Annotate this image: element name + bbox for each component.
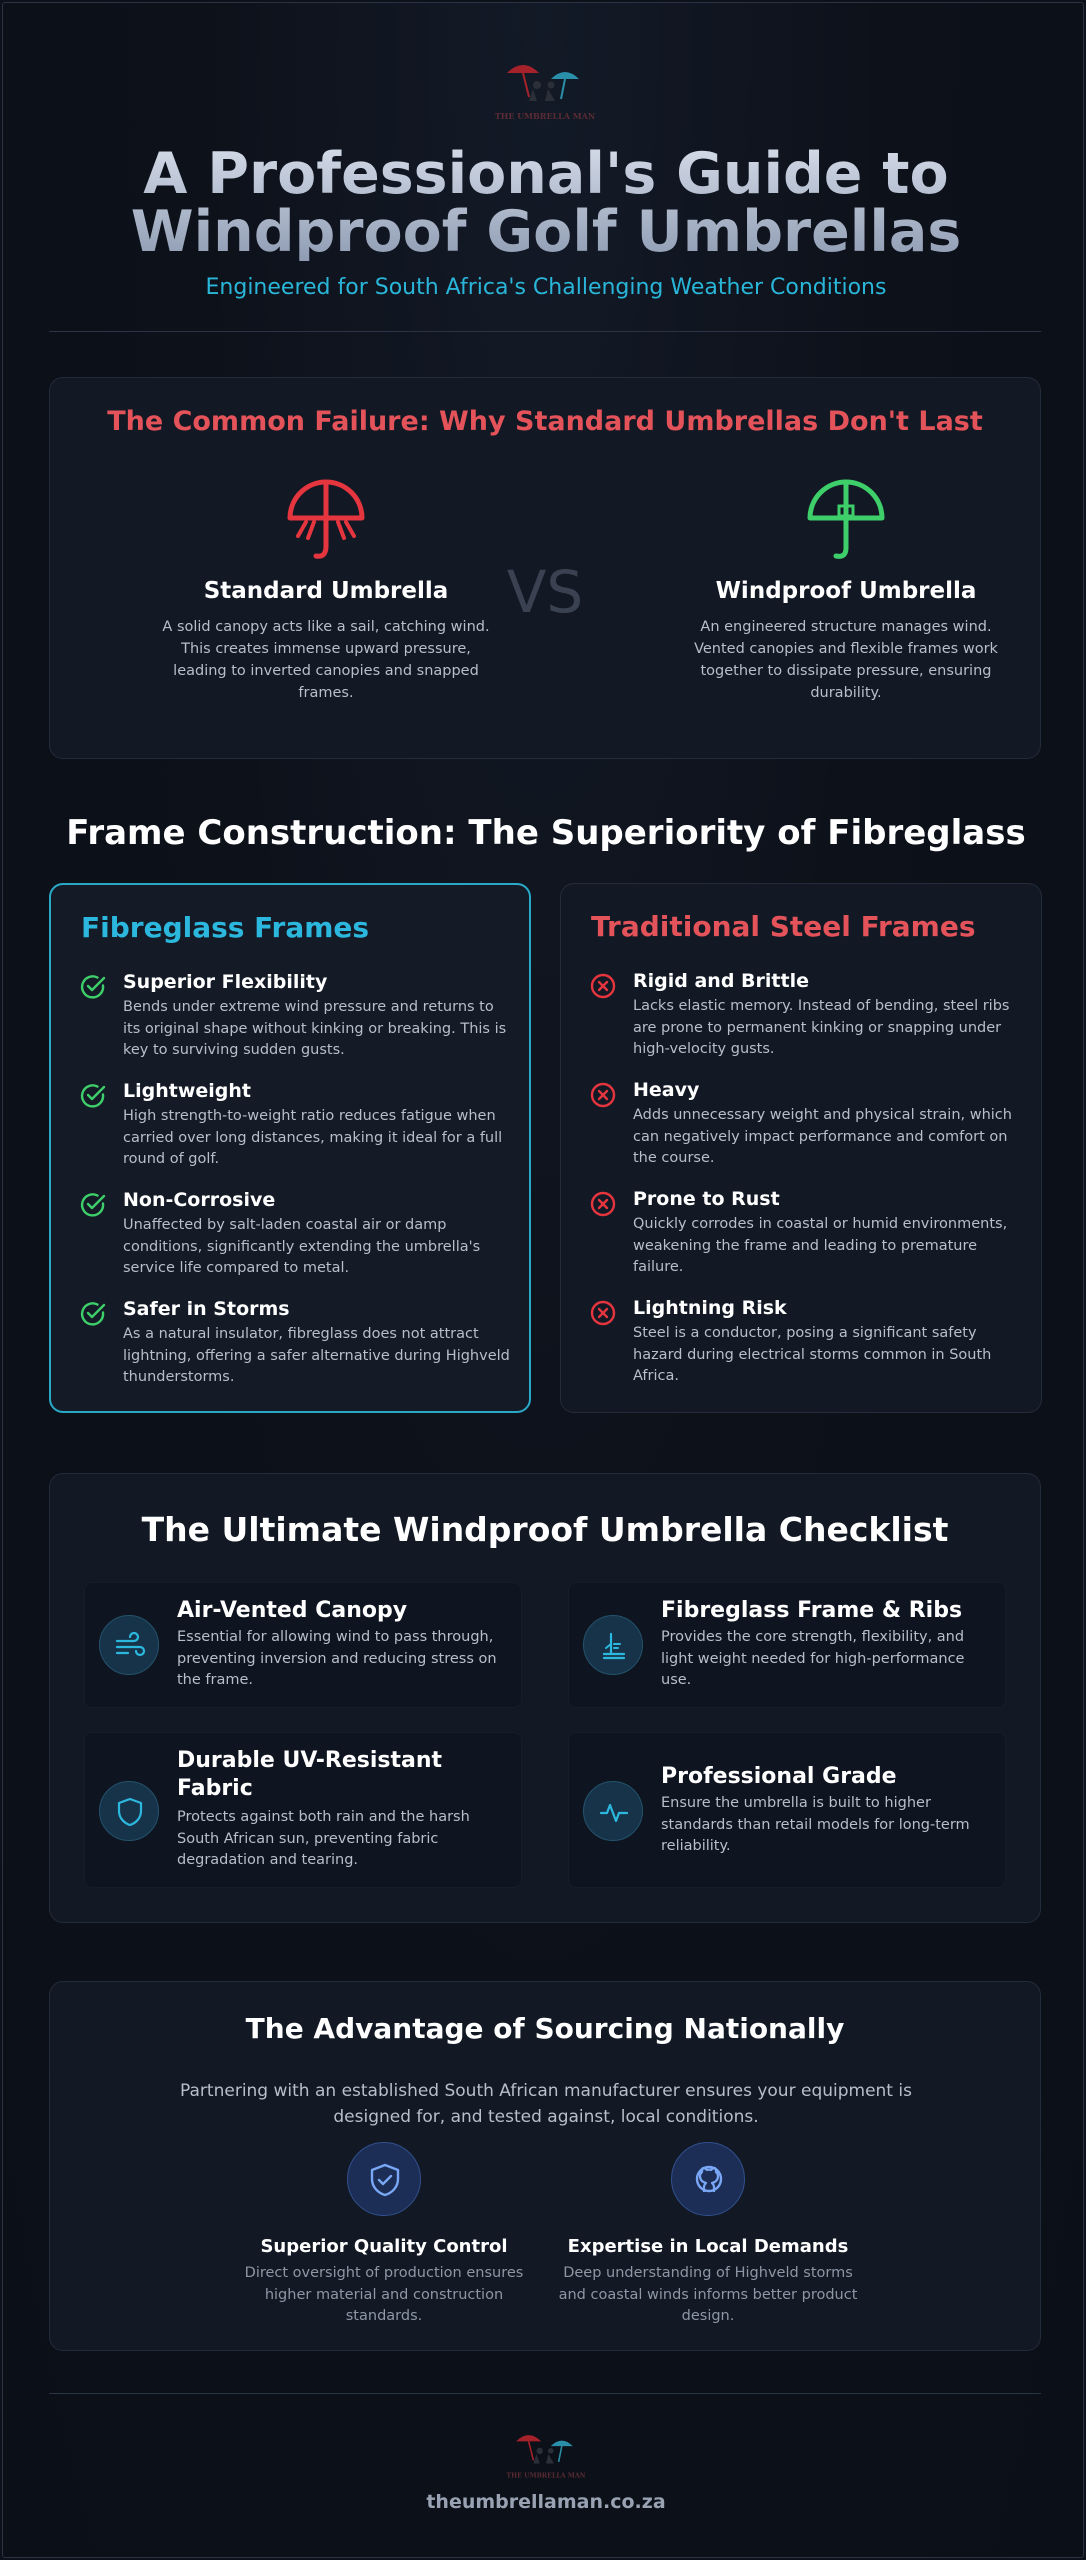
github-icon xyxy=(690,2161,728,2199)
page-subtitle: Engineered for South Africa's Challenging Weather Conditions xyxy=(205,275,887,300)
shield-icon xyxy=(114,1796,146,1828)
steel-item xyxy=(589,1188,1029,1279)
sourcing-heading: The Advantage of Sourcing Nationally xyxy=(245,2012,845,2045)
item-text: Adds unnecessary weight and physical strain, which can negatively impact performance and comfort on the course. xyxy=(633,1107,1012,1166)
fibreglass-item xyxy=(79,1189,519,1280)
steel-item xyxy=(589,1079,1029,1170)
check-circle-icon xyxy=(79,1082,107,1110)
sourcing-card xyxy=(49,1981,1041,2351)
page-title xyxy=(3,141,1086,265)
item-title: Lightning Risk xyxy=(633,1297,787,1319)
fibreglass-frames-card xyxy=(49,883,531,1413)
item-title: Heavy xyxy=(633,1079,700,1101)
x-circle-icon xyxy=(589,1190,617,1218)
fibreglass-item xyxy=(79,1080,519,1171)
standard-umbrella-text: A solid canopy acts like a sail, catching wind. This creates immense upward pressure, leading to inverted canopies and snapped frames. xyxy=(162,619,490,701)
page xyxy=(2,2,1084,2558)
vs-label: VS xyxy=(506,558,584,626)
frame-ribs-icon xyxy=(598,1630,630,1662)
steel-item xyxy=(589,1297,1029,1388)
item-title: Prone to Rust xyxy=(633,1188,780,1210)
sourcing-item-text: Direct oversight of production ensures higher material and construction standards. xyxy=(244,2265,524,2324)
item-title: Lightweight xyxy=(123,1080,251,1102)
item-title: Superior Flexibility xyxy=(123,971,328,993)
checklist-item-title: Durable UV-Resistant Fabric xyxy=(177,1748,443,1801)
sourcing-item-title: Expertise in Local Demands xyxy=(567,2236,849,2257)
item-title: Non-Corrosive xyxy=(123,1189,276,1211)
umbrella-man-logo-footer[interactable] xyxy=(505,2427,587,2481)
logo-text: THE UMBRELLA MAN xyxy=(506,2472,586,2480)
sourcing-intro: Partnering with an established South African manufacturer ensures your equipment is designed for, and tested against, local conditions. xyxy=(180,2081,912,2127)
sourcing-item-text: Deep understanding of Highveld storms and coastal winds informs better product design. xyxy=(558,2265,858,2324)
sourcing-item-title: Superior Quality Control xyxy=(260,2236,508,2257)
item-text: Lacks elastic memory. Instead of bending, steel ribs are prone to permanent kinking or snapping under high-velocity gusts. xyxy=(633,998,1010,1057)
title-line-1: A Professional's Guide to xyxy=(143,141,949,207)
checklist-card xyxy=(49,1473,1041,1923)
item-title: Safer in Storms xyxy=(123,1298,290,1320)
fibreglass-item xyxy=(79,1298,519,1389)
checklist-item-title: Fibreglass Frame & Ribs xyxy=(661,1598,963,1623)
item-text: Bends under extreme wind pressure and returns to its original shape without kinking or breaking. This is key to surviving sudden gusts. xyxy=(123,999,507,1058)
checklist-item-text: Protects against both rain and the harsh South African sun, preventing fabric degradation and tearing. xyxy=(177,1809,470,1868)
failure-comparison-card xyxy=(49,377,1041,759)
umbrella-man-logo[interactable] xyxy=(493,55,597,123)
steel-frames-card xyxy=(560,883,1042,1413)
vented-umbrella-icon xyxy=(806,478,886,562)
windproof-umbrella-title: Windproof Umbrella xyxy=(715,578,977,604)
standard-umbrella-title: Standard Umbrella xyxy=(203,578,449,604)
x-circle-icon xyxy=(589,972,617,1000)
windproof-umbrella-text: An engineered structure manages wind. Vented canopies and flexible frames work together to dissipate pressure, ensuring durability. xyxy=(694,619,998,701)
checklist-item-fibreglass xyxy=(568,1582,1006,1708)
activity-icon xyxy=(598,1796,630,1828)
item-text: As a natural insulator, fibreglass does not attract lightning, offering a safer alternative during Highveld thunderstorms. xyxy=(123,1326,510,1385)
item-text: Quickly corrodes in coastal or humid environments, weakening the frame and leading to premature failure. xyxy=(633,1216,1008,1275)
check-circle-icon xyxy=(79,1300,107,1328)
divider xyxy=(49,2393,1041,2394)
broken-umbrella-icon xyxy=(286,478,366,562)
checklist-item-professional xyxy=(568,1732,1006,1888)
item-text: Steel is a conductor, posing a significant safety hazard during electrical storms common in South Africa. xyxy=(633,1325,992,1384)
steel-title: Traditional Steel Frames xyxy=(591,910,976,943)
wind-icon xyxy=(114,1630,146,1662)
checklist-item-text: Ensure the umbrella is built to higher standards than retail models for long-term reliability. xyxy=(661,1795,970,1854)
checklist-item-title: Professional Grade xyxy=(661,1764,897,1789)
checklist-heading: The Ultimate Windproof Umbrella Checklist xyxy=(141,1510,949,1549)
windproof-umbrella-column xyxy=(666,478,1026,704)
shield-check-icon xyxy=(366,2161,404,2199)
item-text: Unaffected by salt-laden coastal air or damp conditions, significantly extending the umbrella's service life compared to metal. xyxy=(123,1217,481,1276)
failure-title: The Common Failure: Why Standard Umbrellas Don't Last xyxy=(107,406,983,437)
item-title: Rigid and Brittle xyxy=(633,970,809,992)
footer-website-link[interactable]: theumbrellaman.co.za xyxy=(426,2491,666,2513)
check-circle-icon xyxy=(79,973,107,1001)
checklist-item-text: Provides the core strength, flexibility, and light weight needed for high-performance use. xyxy=(661,1629,965,1688)
fibreglass-title: Fibreglass Frames xyxy=(81,911,370,944)
fibreglass-item xyxy=(79,971,519,1062)
item-text: High strength-to-weight ratio reduces fatigue when carried over long distances, making it ideal for a full round of golf. xyxy=(123,1108,503,1167)
logo-text: THE UMBRELLA MAN xyxy=(494,111,596,121)
checklist-item-air-vented xyxy=(84,1582,522,1708)
frames-heading: Frame Construction: The Superiority of Fibreglass xyxy=(66,813,1026,853)
x-circle-icon xyxy=(589,1081,617,1109)
sourcing-item-expertise xyxy=(558,2142,858,2328)
x-circle-icon xyxy=(589,1299,617,1327)
sourcing-item-quality xyxy=(234,2142,534,2328)
divider xyxy=(49,331,1041,332)
steel-item xyxy=(589,970,1029,1061)
title-line-2: Windproof Golf Umbrellas xyxy=(130,199,962,265)
checklist-item-text: Essential for allowing wind to pass through, preventing inversion and reducing stress on the frame. xyxy=(177,1629,497,1688)
checklist-item-uv-fabric xyxy=(84,1732,522,1888)
checklist-item-title: Air-Vented Canopy xyxy=(177,1598,408,1623)
check-circle-icon xyxy=(79,1191,107,1219)
